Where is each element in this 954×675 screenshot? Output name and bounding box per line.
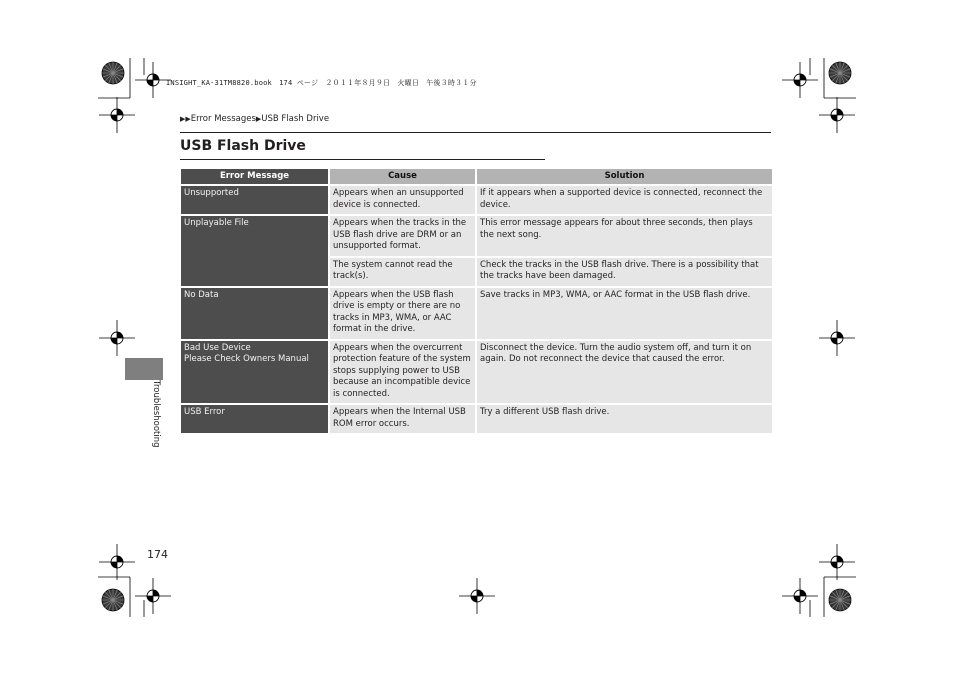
page-number: 174 xyxy=(147,548,168,561)
solution-cell: Save tracks in MP3, WMA, or AAC format in the USB flash drive. xyxy=(477,288,772,339)
breadcrumb-separator-icon: ▶ xyxy=(255,115,262,123)
registration-quadrant xyxy=(831,115,837,121)
breadcrumb-current: USB Flash Drive xyxy=(261,114,330,124)
registration-quadrant xyxy=(153,74,159,80)
registration-quadrant xyxy=(471,596,477,602)
breadcrumb-marker-icon: ▶▶ xyxy=(180,115,191,123)
cause-cell: Appears when the tracks in the USB flash drive are DRM or an unsupported format. xyxy=(330,216,475,256)
print-job-header: INSIGHT_KA-31TM8820.book 174 ページ ２０１１年８月９日 火曜日 午後３時３１分 xyxy=(166,79,477,87)
cause-cell: Appears when the USB flash drive is empty or there are no tracks in MP3, WMA, or AAC format in the drive. xyxy=(330,288,475,339)
registration-quadrant xyxy=(111,115,117,121)
side-section-label: Troubleshooting xyxy=(151,380,161,448)
table-row xyxy=(181,186,772,214)
registration-quadrant xyxy=(800,74,806,80)
error-message-text: No Data xyxy=(184,289,219,300)
registration-quadrant xyxy=(117,109,123,115)
error-message-cell xyxy=(181,216,328,286)
error-message-text: Bad Use Device xyxy=(184,342,251,353)
registration-quadrant xyxy=(794,80,800,86)
registration-quadrant xyxy=(111,562,117,568)
solution-cell: If it appears when a supported device is connected, reconnect the device. xyxy=(477,186,772,214)
table-row xyxy=(181,288,772,339)
registration-quadrant xyxy=(800,590,806,596)
registration-quadrant xyxy=(837,556,843,562)
registration-quadrant xyxy=(477,590,483,596)
registration-quadrant xyxy=(111,338,117,344)
section-tab-marker xyxy=(125,358,163,380)
header-rule xyxy=(180,132,771,133)
cause-cell: Appears when the Internal USB ROM error occurs. xyxy=(330,405,475,433)
registration-quadrant xyxy=(831,338,837,344)
registration-quadrant xyxy=(147,596,153,602)
error-message-cell xyxy=(181,186,328,214)
page-title: USB Flash Drive xyxy=(180,138,306,154)
registration-quadrant xyxy=(153,590,159,596)
column-header-error-message: Error Message xyxy=(181,169,328,184)
table-header-row xyxy=(181,169,772,184)
registration-quadrant xyxy=(837,332,843,338)
error-message-text: Unsupported xyxy=(184,188,239,198)
solution-cell: This error message appears for about three seconds, then plays the next song. xyxy=(477,216,772,256)
error-message-cell xyxy=(181,405,328,433)
breadcrumb-section[interactable]: Error Messages xyxy=(190,114,256,124)
cause-cell: The system cannot read the track(s). xyxy=(330,258,475,286)
breadcrumb xyxy=(180,114,329,124)
error-message-cell xyxy=(181,288,328,339)
error-message-table xyxy=(179,167,774,435)
error-message-cell xyxy=(181,341,328,404)
registration-quadrant xyxy=(837,109,843,115)
registration-quadrant xyxy=(147,80,153,86)
error-message-text: USB Error xyxy=(184,407,225,417)
registration-quadrant xyxy=(794,596,800,602)
registration-quadrant xyxy=(831,562,837,568)
title-underline xyxy=(180,159,545,160)
table-row xyxy=(181,216,772,256)
cause-cell: Appears when an unsupported device is connected. xyxy=(330,186,475,214)
column-header-solution: Solution xyxy=(477,169,772,184)
column-header-cause: Cause xyxy=(330,169,475,184)
cause-cell: Appears when the overcurrent protection feature of the system stops supplying power to USB because an incompatible device is connected. xyxy=(330,341,475,404)
error-message-text: Unplayable File xyxy=(184,218,249,228)
table-row xyxy=(181,341,772,404)
registration-quadrant xyxy=(117,556,123,562)
solution-cell: Try a different USB flash drive. xyxy=(477,405,772,433)
registration-quadrant xyxy=(117,332,123,338)
solution-cell: Disconnect the device. Turn the audio system off, and turn it on again. Do not reconnect the device that caused the error. xyxy=(477,341,772,404)
solution-cell: Check the tracks in the USB flash drive. There is a possibility that the tracks have been damaged. xyxy=(477,258,772,286)
table-row xyxy=(181,405,772,433)
error-message-text: Please Check Owners Manual xyxy=(184,354,309,364)
